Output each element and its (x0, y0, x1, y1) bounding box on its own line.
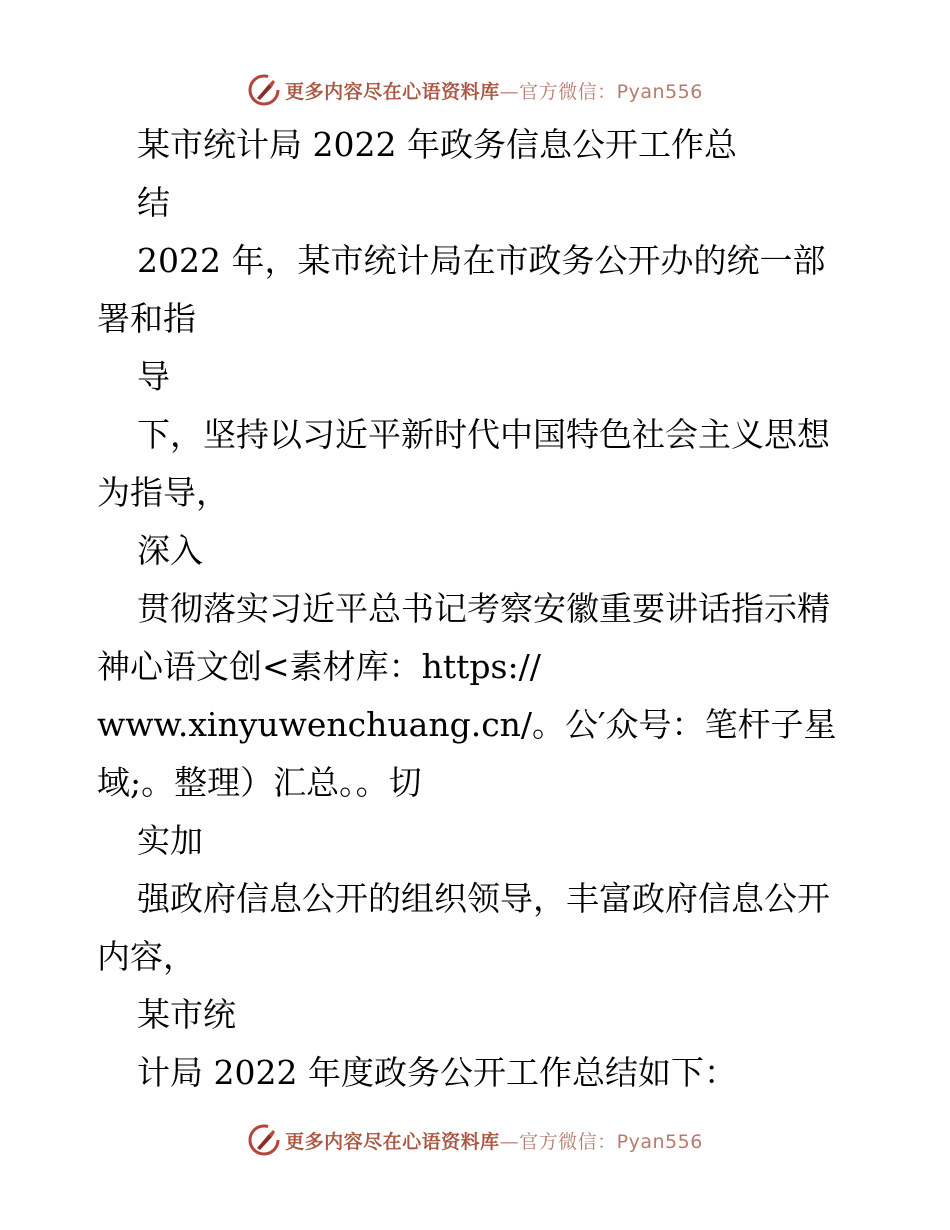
pen-nib-logo-icon (247, 1123, 281, 1157)
watermark-wechat: 官方微信：Pyan556 (519, 1130, 703, 1153)
body-line: 实加 (137, 821, 203, 860)
watermark-text (285, 1127, 703, 1154)
body-line: 下，坚持以习近平新时代中国特色社会主义思想 (137, 415, 830, 454)
document-title-line-2: 结 (137, 183, 170, 222)
body-line: 为指导， (97, 473, 229, 512)
body-line: 导 (137, 357, 170, 396)
watermark-wechat: 官方微信：Pyan556 (519, 80, 703, 103)
watermark-main: 更多内容尽在心语资料库 (285, 80, 500, 103)
watermark-main: 更多内容尽在心语资料库 (285, 1130, 500, 1153)
footer-watermark (0, 1120, 950, 1160)
watermark-separator: — (499, 80, 520, 103)
body-line: 计局 2022 年度政务公开工作总结如下： (137, 1053, 737, 1092)
body-line: 神心语文创<素材库：https:// (97, 647, 541, 686)
document-title-line-1: 某市统计局 2022 年政务信息公开工作总 (137, 125, 737, 164)
body-line: www.xinyuwenchuang.cn/。公′众号：笔杆子星 (97, 705, 837, 744)
body-line: 强政府信息公开的组织领导，丰富政府信息公开 (137, 879, 830, 918)
watermark-text (285, 77, 703, 104)
document-body (97, 116, 897, 1102)
body-line: 深入 (137, 531, 203, 570)
watermark-separator: — (499, 1130, 520, 1153)
body-line: 贯彻落实习近平总书记考察安徽重要讲话指示精 (137, 589, 830, 628)
pen-nib-logo-icon (247, 73, 281, 107)
body-line: 域;。整理）汇总。。切 (97, 763, 422, 802)
body-line: 某市统 (137, 995, 236, 1034)
body-line: 署和指 (97, 299, 196, 338)
body-line: 2022 年，某市统计局在市政务公开办的统一部 (137, 241, 826, 280)
body-line: 内容， (97, 937, 196, 976)
header-watermark (0, 70, 950, 110)
